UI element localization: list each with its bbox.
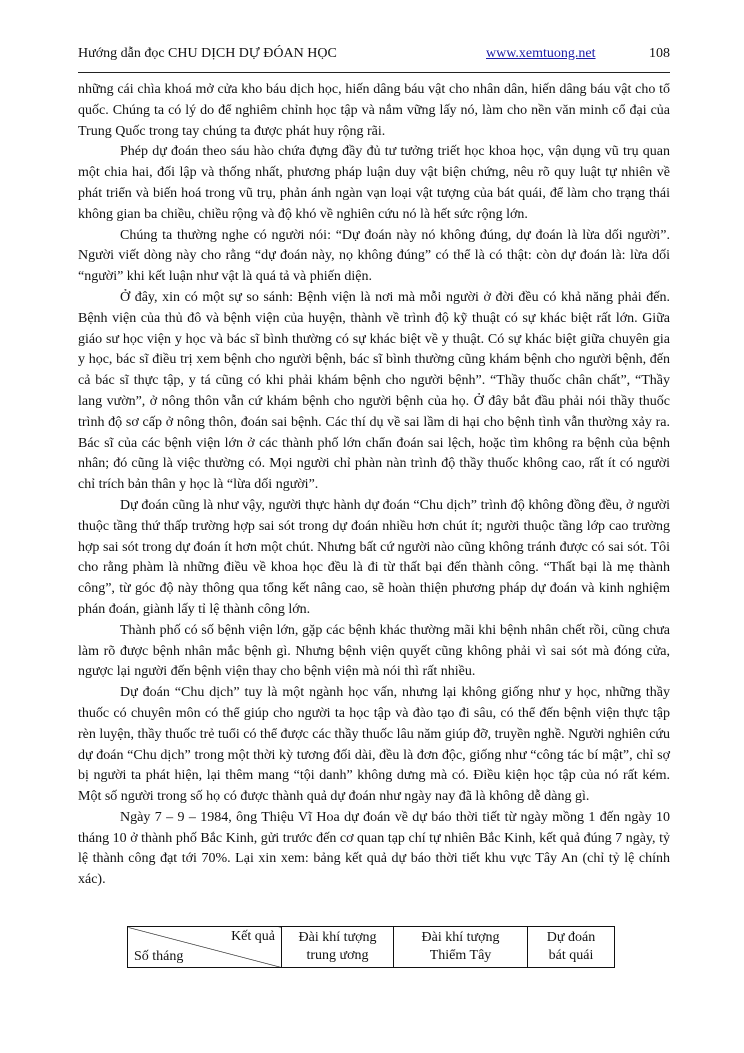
page-header [78,44,670,66]
paragraph: Thành phố có số bệnh viện lớn, gặp các bệnh khác thường mãi khi bệnh nhân chết rồi, cũng chưa làm rõ được bệnh nhân mắc bệnh gì. Nhưng bệnh viện quyết cũng không phải vì sai sót mà đóng cửa, ngược lại người đến bệnh viện thay cho bệnh viện mà nói thì rất nhiều. [78,622,670,680]
corner-label-results: Kết quả [231,929,275,944]
paragraph: Ngày 7 – 9 – 1984, ông Thiệu Vĩ Hoa dự đoán về dự báo thời tiết từ ngày mồng 1 đến ngày 10 tháng 10 ở thành phố Bắc Kinh, gửi trước đến cơ quan tạp chí tự nhiên Bắc Kinh, kết quả đúng 7 ngày, tỷ lệ thành công đạt tới 70%. Lại xin xem: bảng kết quả dự báo thời tiết khu vực Tây An (chỉ tỷ lệ chính xác). [78,809,670,888]
column-header-central-observatory [282,927,394,968]
table-corner-cell [128,927,282,968]
corner-label-months: Số tháng [134,949,184,964]
header-divider [78,72,670,73]
body-text [78,80,670,891]
forecast-results-table [127,926,615,968]
header-line: Thiểm Tây [429,948,492,963]
paragraph: Dự đoán cũng là như vậy, người thực hành dự đoán “Chu dịch” trình độ không đồng đều, ở người thuộc tầng thứ thấp trường hợp sai sót trong dự đoán nhiều hơn chút ít; người thuộc tầng lớp cao trường hợp sai sót trong dự đoán ít hơn một chút. Nhưng bất cứ người nào cũng không tránh được có sai sót. Tôi cho rằng phàm là những điều về khoa học đều là đi từ thất bại đến thành công. “Thất bại là mẹ thành công”, từ góc độ này thông qua tổng kết nâng cao, sẽ hoàn thiện phương pháp dự đoán và kinh nghiệm phán đoán, giành lấy tỉ lệ thành công lớn. [78,497,670,617]
column-header-bagua-forecast [528,927,615,968]
book-title: Hướng dẫn đọc CHU DỊCH DỰ ĐÓAN HỌC [78,46,337,61]
website-link[interactable]: www.xemtuong.net [486,46,596,61]
table-header-row [128,927,615,968]
paragraph: Dự đoán “Chu dịch” tuy là một ngành học vấn, nhưng lại không giống như y học, những thầy thuốc có chuyên môn có thể giúp cho người ta học tập và đào tạo đi sâu, có thể đến bệnh viện thực tập rèn luyện, thầy thuốc trẻ tuổi có thể được các thầy thuốc lâu năm giúp đỡ, truyền nghề. Người nghiên cứu dự đoán “Chu dịch” trong một thời kỳ tương đối dài, đều là đơn độc, giống như “công tác bí mật”, chỉ sợ bị người ta phát hiện, lại thêm mang “tội danh” không dưng mà có. Điều kiện học tập của nó rất kém. Một số người trong số họ có được thành quả dự đoán như ngày nay đã là không dễ dàng gì. [78,685,670,805]
header-line: Đài khí tượng [421,930,500,945]
header-line: Đài khí tượng [298,930,377,945]
paragraph: Phép dự đoán theo sáu hào chứa đựng đầy đủ tư tưởng triết học khoa học, vận dụng vũ trụ quan một chia hai, đối lập và thống nhất, phương pháp luận duy vật biện chứng, nêu rõ quy luật tự nhiên về phát triển và biến hoá trong vũ trụ, phản ánh ngàn vạn loại vật tượng của bát quái, để làm cho trạng thái không gian ba chiều, chiều rộng và độ khó về nghiên cứu nó là hết sức rộng lớn. [78,144,670,222]
paragraph: những cái chìa khoá mở cửa kho báu dịch học, hiến dâng báu vật cho nhân dân, hiến dâng báu vật cho tổ quốc. Chúng ta có lý do để nghiêm chỉnh học tập và nắm vững lấy nó, làm cho nền văn minh cổ đại của Trung Quốc trong tay chúng ta được phát huy rộng rãi. [78,82,670,139]
paragraph: Ở đây, xin có một sự so sánh: Bệnh viện là nơi mà mỗi người ở đời đều có khả năng phải đến. Bệnh viện của thủ đô và bệnh viện của huyện, thành về trình độ kỹ thuật có sự khác biệt rất lớn. Giữa giáo sư học viện y học và bác sĩ bình thường có sự khác biệt về y thuật. Có sự khác biệt giữa chuyên gia y học, bác sĩ điều trị xem bệnh cho người bệnh, bác sĩ bình thường cũng khám bệnh cho người bệnh, đến cả bác sĩ thực tập, y tá cũng có khi phải khám bệnh cho người bệnh”. “Thầy thuốc chân chất”, “Thầy lang vườn”, ở nông thôn vẫn cứ khám bệnh cho người bệnh của họ. Ở đây bắt đầu phải nói thầy thuốc trình độ sơ cấp ở nông thôn, đoán sai bệnh. Các thí dụ về sai lầm di hại cho bệnh tình vẫn thường xảy ra. Bác sĩ của các bệnh viện lớn ở các thành phố lớn chẩn đoán sai lệch, hoặc tìm không ra bệnh của bệnh nhân; đó cũng là việc thường có. Mọi người chỉ phàn nàn trình độ thầy thuốc không cao, rất ít có người chỉ trích bản thân y học là “lừa dối người”. [78,289,670,493]
page-number: 108 [649,46,670,61]
column-header-shaanxi-observatory [394,927,528,968]
header-line: Dự đoán [546,930,596,945]
header-line: trung ương [306,948,369,963]
header-line: bát quái [548,948,594,963]
paragraph: Chúng ta thường nghe có người nói: “Dự đoán này nó không đúng, dự đoán là lừa dối người”. Người viết dòng này cho rằng “dự đoán này, nọ không đúng” có thể là có thật: còn dự đoán là: lừa dối “người” khi kết luận như vật là quá tả và phiến diện. [78,227,670,285]
